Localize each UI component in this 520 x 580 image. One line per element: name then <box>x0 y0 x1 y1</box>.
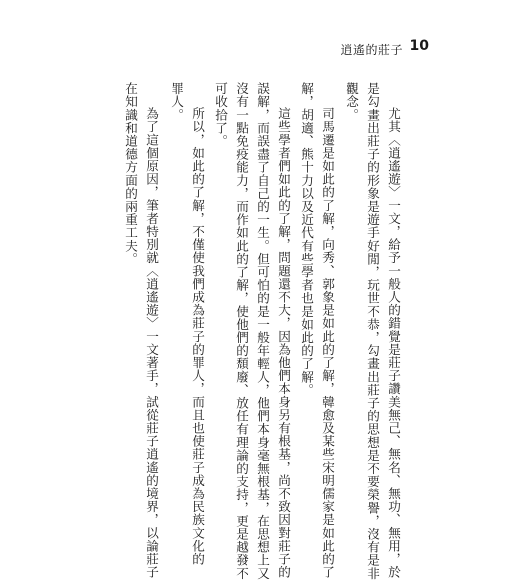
text-line: 沒有一點免疫能力，而作如此的了解，使他們的頹廢、放任有理論的支持，更是越發不 <box>234 82 249 580</box>
text-line: 尤其〈逍遙遊〉一文，給予一般人的錯覺是莊子讚美無己、無名、無功、無用，於 <box>386 107 401 579</box>
text-line: 在知識和道德方面的兩重工夫。 <box>123 82 138 266</box>
running-header-title: 逍遙的莊子 <box>340 43 403 57</box>
text-line: 為了這個原因，筆者特別就〈逍遙遊〉一文著手，試從莊子逍遙的境界，以論莊子 <box>144 107 159 579</box>
text-line: 誤解，而誤盡了自己的一生。但可怕的是一般年輕人，他們本身毫無根基，在思想上又 <box>255 82 270 580</box>
body-text <box>122 82 402 580</box>
text-line: 觀念。 <box>344 82 359 122</box>
text-line: 可收拾了。 <box>213 82 228 148</box>
text-line: 是勾畫出莊子的形象是遊手好閒，玩世不恭，勾畫出莊子的思想是不要榮譽，沒有是非 <box>365 82 380 580</box>
text-line: 所以，如此的了解，不僅使我們成為莊子的罪人，而且也使莊子成為民族文化的 <box>190 107 205 566</box>
text-line: 司馬遷是如此的了解，向秀、郭象是如此的了解，韓愈及某些宋明儒家是如此的了 <box>320 107 335 579</box>
text-line: 罪人。 <box>169 82 184 122</box>
page-number: 10 <box>409 38 429 54</box>
text-line: 這些學者們如此的了解，問題還不大，因為他們本身另有根基，尚不致因對莊子的 <box>276 107 291 579</box>
text-line: 解，胡適、熊十力以及近代有些學者也是如此的了解。 <box>299 82 314 397</box>
